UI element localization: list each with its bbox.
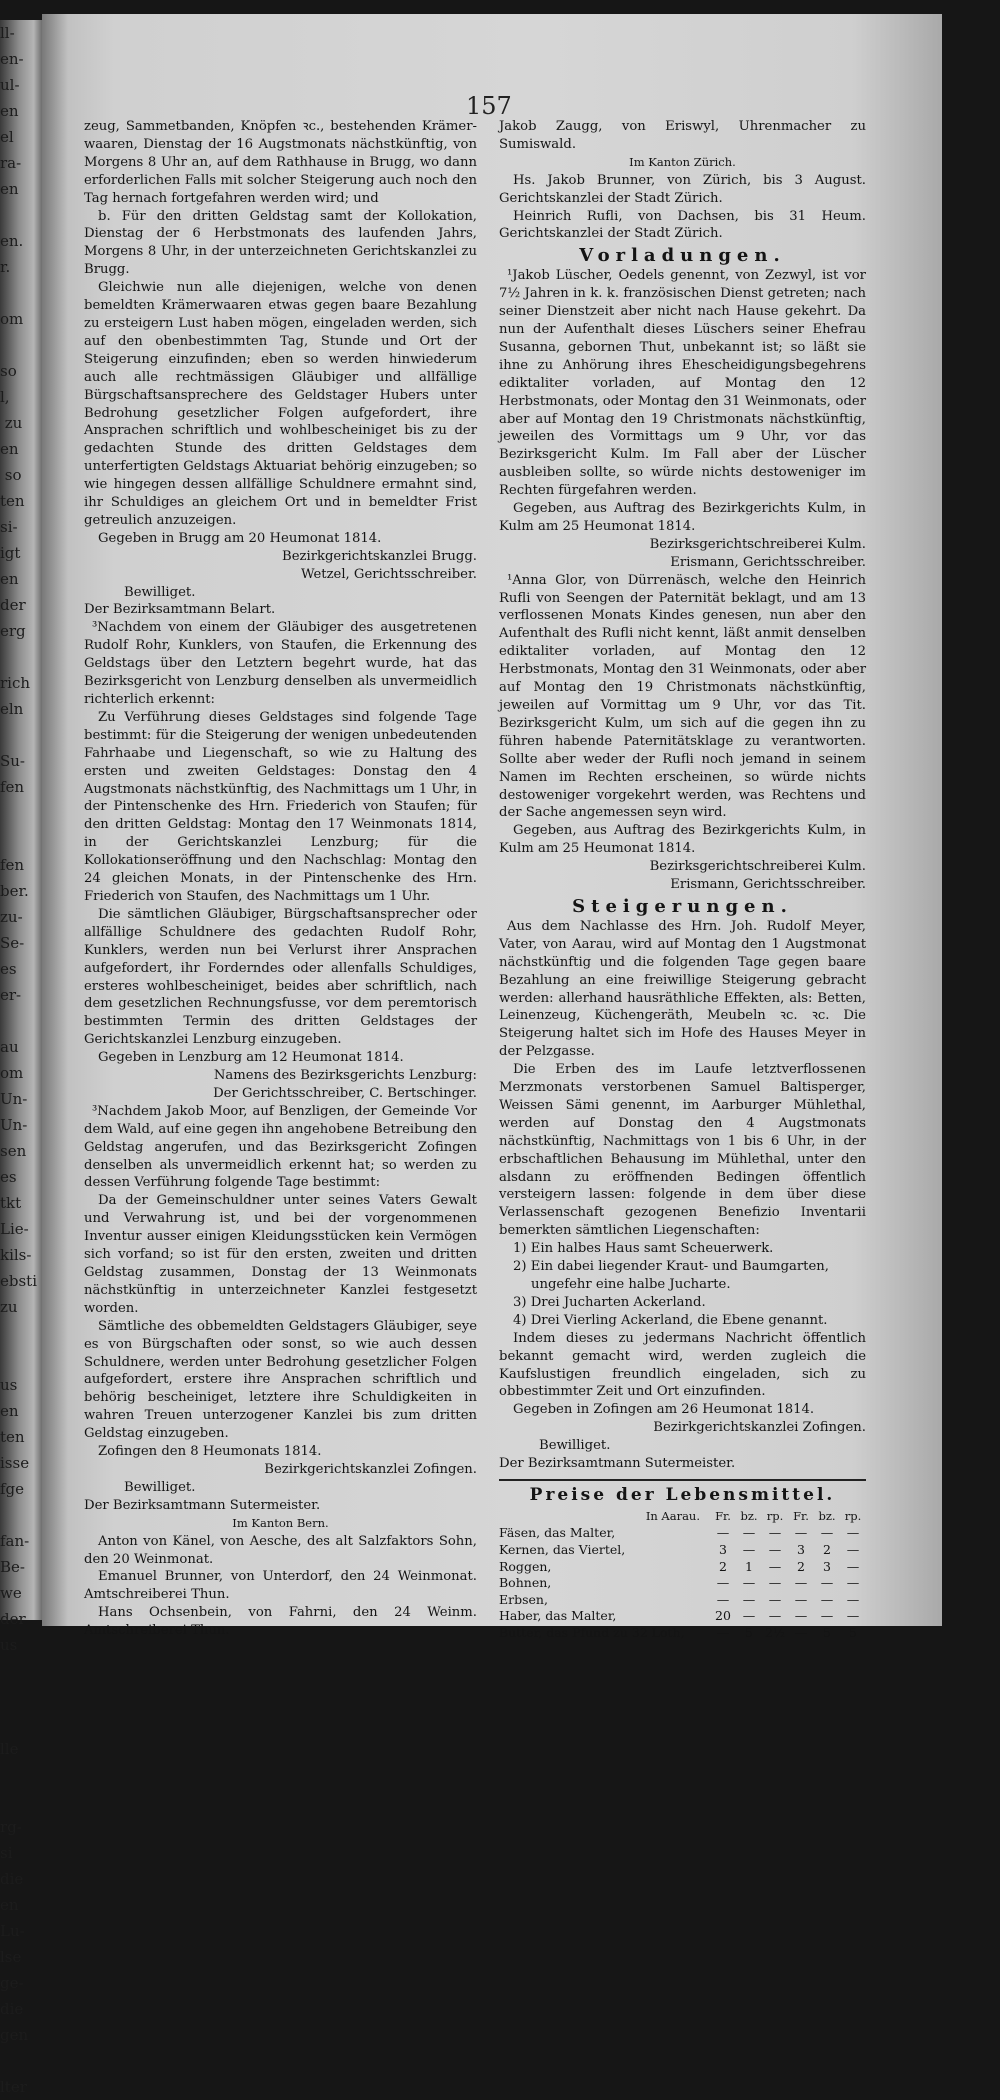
approval-line: Bewilliget. xyxy=(124,1479,196,1495)
price-cell: 20 xyxy=(715,1608,731,1624)
price-table-header xyxy=(499,1507,866,1526)
gutter-shadow xyxy=(42,14,68,1626)
column-header: Fr. xyxy=(715,1508,731,1523)
price-cell: — xyxy=(742,1525,756,1541)
price-cell: 3 xyxy=(797,1542,805,1558)
section-divider xyxy=(499,1479,866,1481)
listing-entry: Jakob Zaugg, von Eriswyl, Uhrenmacher zu Sumiswald. xyxy=(499,119,866,152)
notice-paragraph: Da der Gemeinschuldner unter seines Vaters Gewalt und Verwahrung ist, und bei der vorgenommenen Inventur ausser einigen Kleidungsstücken kein Vermögen sich vorfand; so ist für den ersten, zweiten und dritten Geldstag zusammen, Donstag der 13 Weinmonats nächstkünftig in unterzeichneter Kanzlei festgesetzt worden. xyxy=(84,1193,477,1316)
price-rows xyxy=(499,1525,866,1641)
given-line: Gegeben in Zofingen am 26 Heumonat 1814. xyxy=(513,1402,815,1418)
price-cell: 3 xyxy=(719,1542,727,1558)
notice-paragraph: zeug, Sammetbanden, Knöpfen ꝛc., bestehenden Krämer-waaren, Dienstag der 16 Augstmonats nächstkünftig, von Morgens 8 Uhr an, auf dem Rathhause in Brugg, wo dann erforderlichen Falls mit solcher Steigerung auch noch den Tag hernach fortgefahren werden wird; und xyxy=(84,119,477,206)
signature-line: Erismann, Gerichtsschreiber. xyxy=(670,554,866,570)
price-cell: — xyxy=(742,1575,756,1591)
price-item-name: Erbsen, xyxy=(499,1591,548,1607)
price-cell: 5 xyxy=(823,1625,831,1641)
signature-line: Bezirksgerichtschreiberei Kulm. xyxy=(649,859,866,875)
column-header: bz. xyxy=(740,1508,758,1523)
price-cell: — xyxy=(768,1525,782,1541)
given-line: Zofingen den 8 Heumonats 1814. xyxy=(98,1444,322,1460)
given-line: Gegeben in Lenzburg am 12 Heumonat 1814. xyxy=(98,1050,404,1066)
notice-paragraph: Sämtliche des obbemeldten Geldstagers Gläubiger, seye es von Bürgschaften oder sonst, so wie auch dessen Schuldnere, werden unter Bedrohung gesetzlicher Folgen aufgefordert, erstere ihre Ansprachen schriftlich und behörig bescheiniget, letztere ihre Schuldigkeiten in wahren Treuen unterzogener Kanzlei bis zum dritten Geldstag einzugeben. xyxy=(84,1318,477,1442)
price-cell: 1 xyxy=(745,1558,753,1574)
price-cell: 5 xyxy=(849,1625,857,1641)
price-item-name: Kernen, das Viertel, xyxy=(499,1542,626,1558)
price-cell: — xyxy=(846,1542,860,1558)
price-cell: — xyxy=(846,1608,860,1624)
previous-page-edge xyxy=(0,20,42,2096)
prices-title: Preise der Lebensmittel. xyxy=(529,1484,836,1505)
table-row xyxy=(499,1542,866,1559)
price-cell: — xyxy=(742,1608,756,1624)
official-line: Der Bezirksamtmann Belart. xyxy=(84,602,276,618)
price-item-name: Roggen, xyxy=(499,1558,552,1574)
list-item: 3) Drei Jucharten Ackerland. xyxy=(513,1294,706,1310)
section-heading-steigerungen: Steigerungen. xyxy=(572,895,793,917)
page-number: 157 xyxy=(466,92,512,120)
price-cell: — xyxy=(846,1558,860,1574)
official-line: Der Bezirksamtmann Sutermeister. xyxy=(499,1456,736,1472)
notice-paragraph: Die Erben des im Laufe letztverflossenen Merzmonats verstorbenen Samuel Baltisperger, Weissen Sämi genennt, im Aarburger Mühlethal, werden auf Donstag den 4 Augstmonats nächstkünftig, Nachmittags von 1 bis 6 Uhr, in der erbschaftlichen Behausung im Mühlethal, unter den alsdann zu eröffnenden Bedingen öffentlich versteigern lassen: folgende in dem über diese Verlassenschaft gezogenen Benefizio Inventarii bemerkten sämtlichen Liegenschaften: xyxy=(499,1062,866,1239)
price-cell: 2 xyxy=(719,1558,727,1574)
price-item-name: Haber, das Malter, xyxy=(499,1608,617,1624)
notice-paragraph: Zu Verführung dieses Geldstages sind folgende Tage bestimmt: für die Steigerung der wenigen unbedeutenden Fahrhaabe und Liegenschaft, so wie zu Haltung des ersten und zweiten Geldstages: Donstag den 4 Augstmonats nächstkünftig, des Nachmittags um 1 Uhr, in der Pintenschenke des Hrn. Friederich von Staufen; für den dritten Geldstag: Montag den 17 Weinmonats 1814, in der Gerichtskanzlei Lenzburg; für die Kollokationseröffnung und den Nachschlag: Montag den 24 gleichen Monats, in der Pintenschenke des Hrn. Friederich von Staufen, des Nachmittags um 1 Uhr. xyxy=(84,709,477,904)
signature-line: Der Gerichtsschreiber, C. Bertschinger. xyxy=(213,1085,477,1101)
column-header: rp. xyxy=(844,1508,862,1523)
price-cell: — xyxy=(768,1608,782,1624)
price-cell: — xyxy=(794,1608,808,1624)
signature-line: Bezirkgerichtskanzlei Zofingen. xyxy=(264,1461,477,1477)
price-cell: — xyxy=(742,1542,756,1558)
notice-paragraph: ¹Jakob Lüscher, Oedels genennt, von Zezwyl, ist vor 7½ Jahren in k. k. französischen Dienst getreten; nach seiner Dienstzeit aber nicht nach Hause gekehrt. Da nun der Aufenthalt dieses Lüschers seiner Ehefrau Susanna, gebornen Thut, unbekannt ist; so läßt sie ihne zu Anhörung ihres Ehescheidigungsbegehrens ediktaliter vorladen, auf Montag den 12 Herbstmonats, oder Montag den 31 Weinmonats, oder aber auf Montag den 19 Christmonats nächstkünftig, jeweilen des Vormittags um 9 Uhr, vor das Bezirksgericht Kulm. Im Fall aber der Lüscher ausbleiben sollte, so würde nichts destoweniger im Rechten fürgefahren werden. xyxy=(499,268,866,499)
table-row xyxy=(499,1608,866,1625)
price-cell: — xyxy=(716,1575,730,1591)
listing-entry: Hans Ochsenbein, von Fahrni, den 24 Weinm. Amtschreiberei Thun. xyxy=(84,1605,477,1639)
price-cell: 5 xyxy=(745,1625,753,1641)
notice-paragraph: ¹Anna Glor, von Dürrenäsch, welche den Heinrich Rufli von Seengen der Paternität beklagt, und am 13 verflossenen Monats Kindes genesen, nun aber den Aufenthalt des Rufli nicht kennt, läßt anmit denselben ediktaliter vorladen, auf Montag den 12 Herbstmonats, Montag den 31 Weinmonats, oder aber auf Montag den 19 Christmonats nächstkünftig, jeweilen auf Vormittag um 9 Uhr, vor das Tit. Bezirksgericht Kulm, um sich auf die gegen ihn zu führen habende Paternitätsklage zu verantworten. Sollte aber weder der Rufli noch jemand in seinem Namen im Rechten erscheinen, so würde nichts destoweniger vorgekehrt werden, was Rechtens und der Sache angemessen seyn wird. xyxy=(499,572,866,821)
price-item-name: Bohnen, xyxy=(499,1575,552,1591)
left-column xyxy=(84,118,477,1640)
list-item: 1) Ein halbes Haus samt Scheuerwerk. xyxy=(513,1241,774,1257)
column-header: bz. xyxy=(818,1508,836,1523)
notice-paragraph: Aus dem Nachlasse des Hrn. Joh. Rudolf Meyer, Vater, von Aarau, wird auf Montag den 1 Augstmonat nächstkünftig und die folgenden Tage gegen baare Bezahlung an eine freiwillige Steigerung gebracht werden: allerhand hausräthliche Effekten, als: Betten, Leinenzeug, Küchengeräth, Meubeln ꝛc. ꝛc. Die Steigerung haltet sich im Hofe des Hauses Meyer in der Pelzgasse. xyxy=(499,918,866,1060)
table-row xyxy=(499,1625,866,1642)
listing-entry: Emanuel Brunner, von Unterdorf, den 24 Weinmonat. Amtschreiberei Thun. xyxy=(84,1569,477,1603)
price-cell: — xyxy=(768,1591,782,1607)
price-cell: — xyxy=(716,1625,730,1641)
official-line: Der Bezirksamtmann Sutermeister. xyxy=(84,1497,321,1513)
price-cell: — xyxy=(716,1525,730,1541)
price-cell: — xyxy=(794,1591,808,1607)
price-cell: — xyxy=(846,1591,860,1607)
notice-paragraph: b. Für den dritten Geldstag samt der Kollokation, Dienstag der 6 Herbstmonats des laufenden Jahrs, Morgens 8 Uhr, in der unterzeichneten Gerichtskanzlei zu Brugg. xyxy=(84,208,477,278)
price-cell: — xyxy=(820,1575,834,1591)
price-cell: — xyxy=(794,1625,808,1641)
table-row xyxy=(499,1525,866,1542)
price-cell: — xyxy=(768,1575,782,1591)
price-cell: — xyxy=(846,1525,860,1541)
notice-paragraph: Gleichwie nun alle diejenigen, welche von denen bemeldten Krämerwaaren etwas gegen baare Bezahlung zu ersteigern Lust haben mögen, eingeladen werden, sich auf den obenbestimmten Tag, Stunde und Ort der Steigerung einzufinden; eben so werden hinwiederum auch alle rechtmässigen Gläubiger und allfällige Bürgschaftsansprechere des Geldstager Hubers unter Bedrohung gesetzlicher Folgen aufgefordert, ihre Ansprachen schriftlich und wohlbescheiniget bis zu der gedachten Stunde des dritten Geldstages dem unterfertigten Geldstags Aktuariat behörig einzugeben; so wie hingegen dessen allfällige Schuldnere ermahnt sind, ihr Schuldiges an gleichem Ort und in bemeldter Frist getreulich anzuzeigen. xyxy=(84,280,477,528)
right-column xyxy=(499,118,866,1642)
given-line: Gegeben in Brugg am 20 Heumonat 1814. xyxy=(98,530,382,546)
given-line: Gegeben, aus Auftrag des Bezirkgerichts Kulm, in Kulm am 25 Heumonat 1814. xyxy=(499,823,866,857)
price-cell: — xyxy=(846,1575,860,1591)
price-cell: — xyxy=(768,1542,782,1558)
listing-entry: Heinrich Rufli, von Dachsen, bis 31 Heum. Gerichtskanzlei der Stadt Zürich. xyxy=(499,208,866,242)
given-line: Gegeben, aus Auftrag des Bezirkgerichts Kulm, in Kulm am 25 Heumonat 1814. xyxy=(499,501,866,534)
canton-heading: Im Kanton Bern. xyxy=(232,1515,329,1530)
price-cell: — xyxy=(820,1525,834,1541)
price-cell: — xyxy=(768,1558,782,1574)
column-header: rp. xyxy=(766,1508,784,1523)
table-row xyxy=(499,1575,866,1592)
list-item: 4) Drei Vierling Ackerland, die Ebene genannt. xyxy=(513,1312,828,1328)
listing-entry: Anton von Känel, von Aesche, des alt Salzfaktors Sohn, den 20 Weinmonat. xyxy=(84,1533,477,1567)
approval-line: Bewilliget. xyxy=(124,584,196,600)
price-table xyxy=(499,1507,866,1642)
price-cell: 3 xyxy=(823,1558,831,1574)
property-list xyxy=(513,1240,866,1330)
signature-line: Bezirkgerichtskanzlei Zofingen. xyxy=(653,1420,866,1436)
approval-line: Bewilliget. xyxy=(539,1438,611,1454)
notice-paragraph: Indem dieses zu jedermans Nachricht öffentlich bekannt gemacht wird, werden zugleich die Kaufslustigen freundlich eingeladen, sich zu obbestimmter Zeit und Ort einzufinden. xyxy=(499,1330,866,1400)
listing-entry: Hs. Jakob Brunner, von Zürich, bis 3 August. Gerichtskanzlei der Stadt Zürich. xyxy=(499,172,866,206)
price-cell: — xyxy=(794,1525,808,1541)
price-cell: 2½ xyxy=(764,1625,786,1641)
price-cell: — xyxy=(820,1591,834,1607)
place-header: In Aarau. xyxy=(645,1508,700,1523)
signature-line: Erismann, Gerichtsschreiber. xyxy=(670,877,866,893)
price-cell: — xyxy=(742,1591,756,1607)
notice-paragraph: ³Nachdem Jakob Moor, auf Benzligen, der Gemeinde Vor dem Wald, auf eine gegen ihn angehobene Betreibung den Geldstag angerufen, und das Bezirksgericht Zofingen denselben als unvermeidlich erkennt hat; so werden zu dessen Verführung folgende Tage bestimmt: xyxy=(84,1103,477,1191)
price-cell: 2 xyxy=(797,1558,805,1574)
price-item-name: Fäsen, das Malter, xyxy=(499,1525,616,1541)
price-item-name: Butter, das Pfund zu 32 Loth, xyxy=(499,1625,685,1641)
signature-line: Namens des Bezirksgerichts Lenzburg: xyxy=(213,1068,477,1084)
section-heading-vorladungen: Vorladungen. xyxy=(579,245,786,267)
notice-paragraph: Die sämtlichen Gläubiger, Bürgschaftsansprecher oder allfällige Schuldnere des gedachten Rudolf Rohr, Kunklers, werden nun bei Verlurst ihrer Ansprachen aufgefordert, ihr Forderndes oder allenfalls Schuldiges, ersteres wohlbescheiniget, beides aber schriftlich, nach dem gesetzlichen Rechnungsfusse, vor dem peremtorisch bestimmten Termin des dritten Geldstages der Gerichtskanzlei Lenzburg einzugeben. xyxy=(84,906,477,1048)
signature-line: Bezirksgerichtschreiberei Kulm. xyxy=(649,536,866,552)
previous-page-text-fragments: ll- en- ul- en el ra- en en. r. om so l, zu en so ten si- igt en der erg rich eln Su- fen fen ber. zu- Se- es er- au om Un- Un- sen es tkt Lie- kils- ebsti zu us en ten isse fge fan- Be- we der us lle rg- si die en Lu- lse ge- die gen lter xyxy=(0,24,38,2096)
notice-paragraph: ³Nachdem von einem der Gläubiger des ausgetretenen Rudolf Rohr, Kunklers, von Staufen, die Erkennung des Geldstags über den Letztern begehrt wurde, hat das Bezirksgericht von Lenzburg denselben als unvermeidlich richterlich erkennt: xyxy=(84,620,477,707)
signature-line: Wetzel, Gerichtsschreiber. xyxy=(300,566,477,582)
table-row xyxy=(499,1592,866,1609)
signature-line: Bezirkgerichtskanzlei Brugg. xyxy=(282,548,477,564)
canton-heading: Im Kanton Zürich. xyxy=(629,154,736,169)
table-row xyxy=(499,1559,866,1576)
price-cell: — xyxy=(820,1608,834,1624)
list-item: 2) Ein dabei liegender Kraut- und Baumgarten, ungefehr eine halbe Jucharte. xyxy=(513,1259,829,1292)
column-header: Fr. xyxy=(793,1508,809,1523)
price-cell: 2 xyxy=(823,1542,831,1558)
price-cell: — xyxy=(716,1591,730,1607)
price-cell: — xyxy=(794,1575,808,1591)
